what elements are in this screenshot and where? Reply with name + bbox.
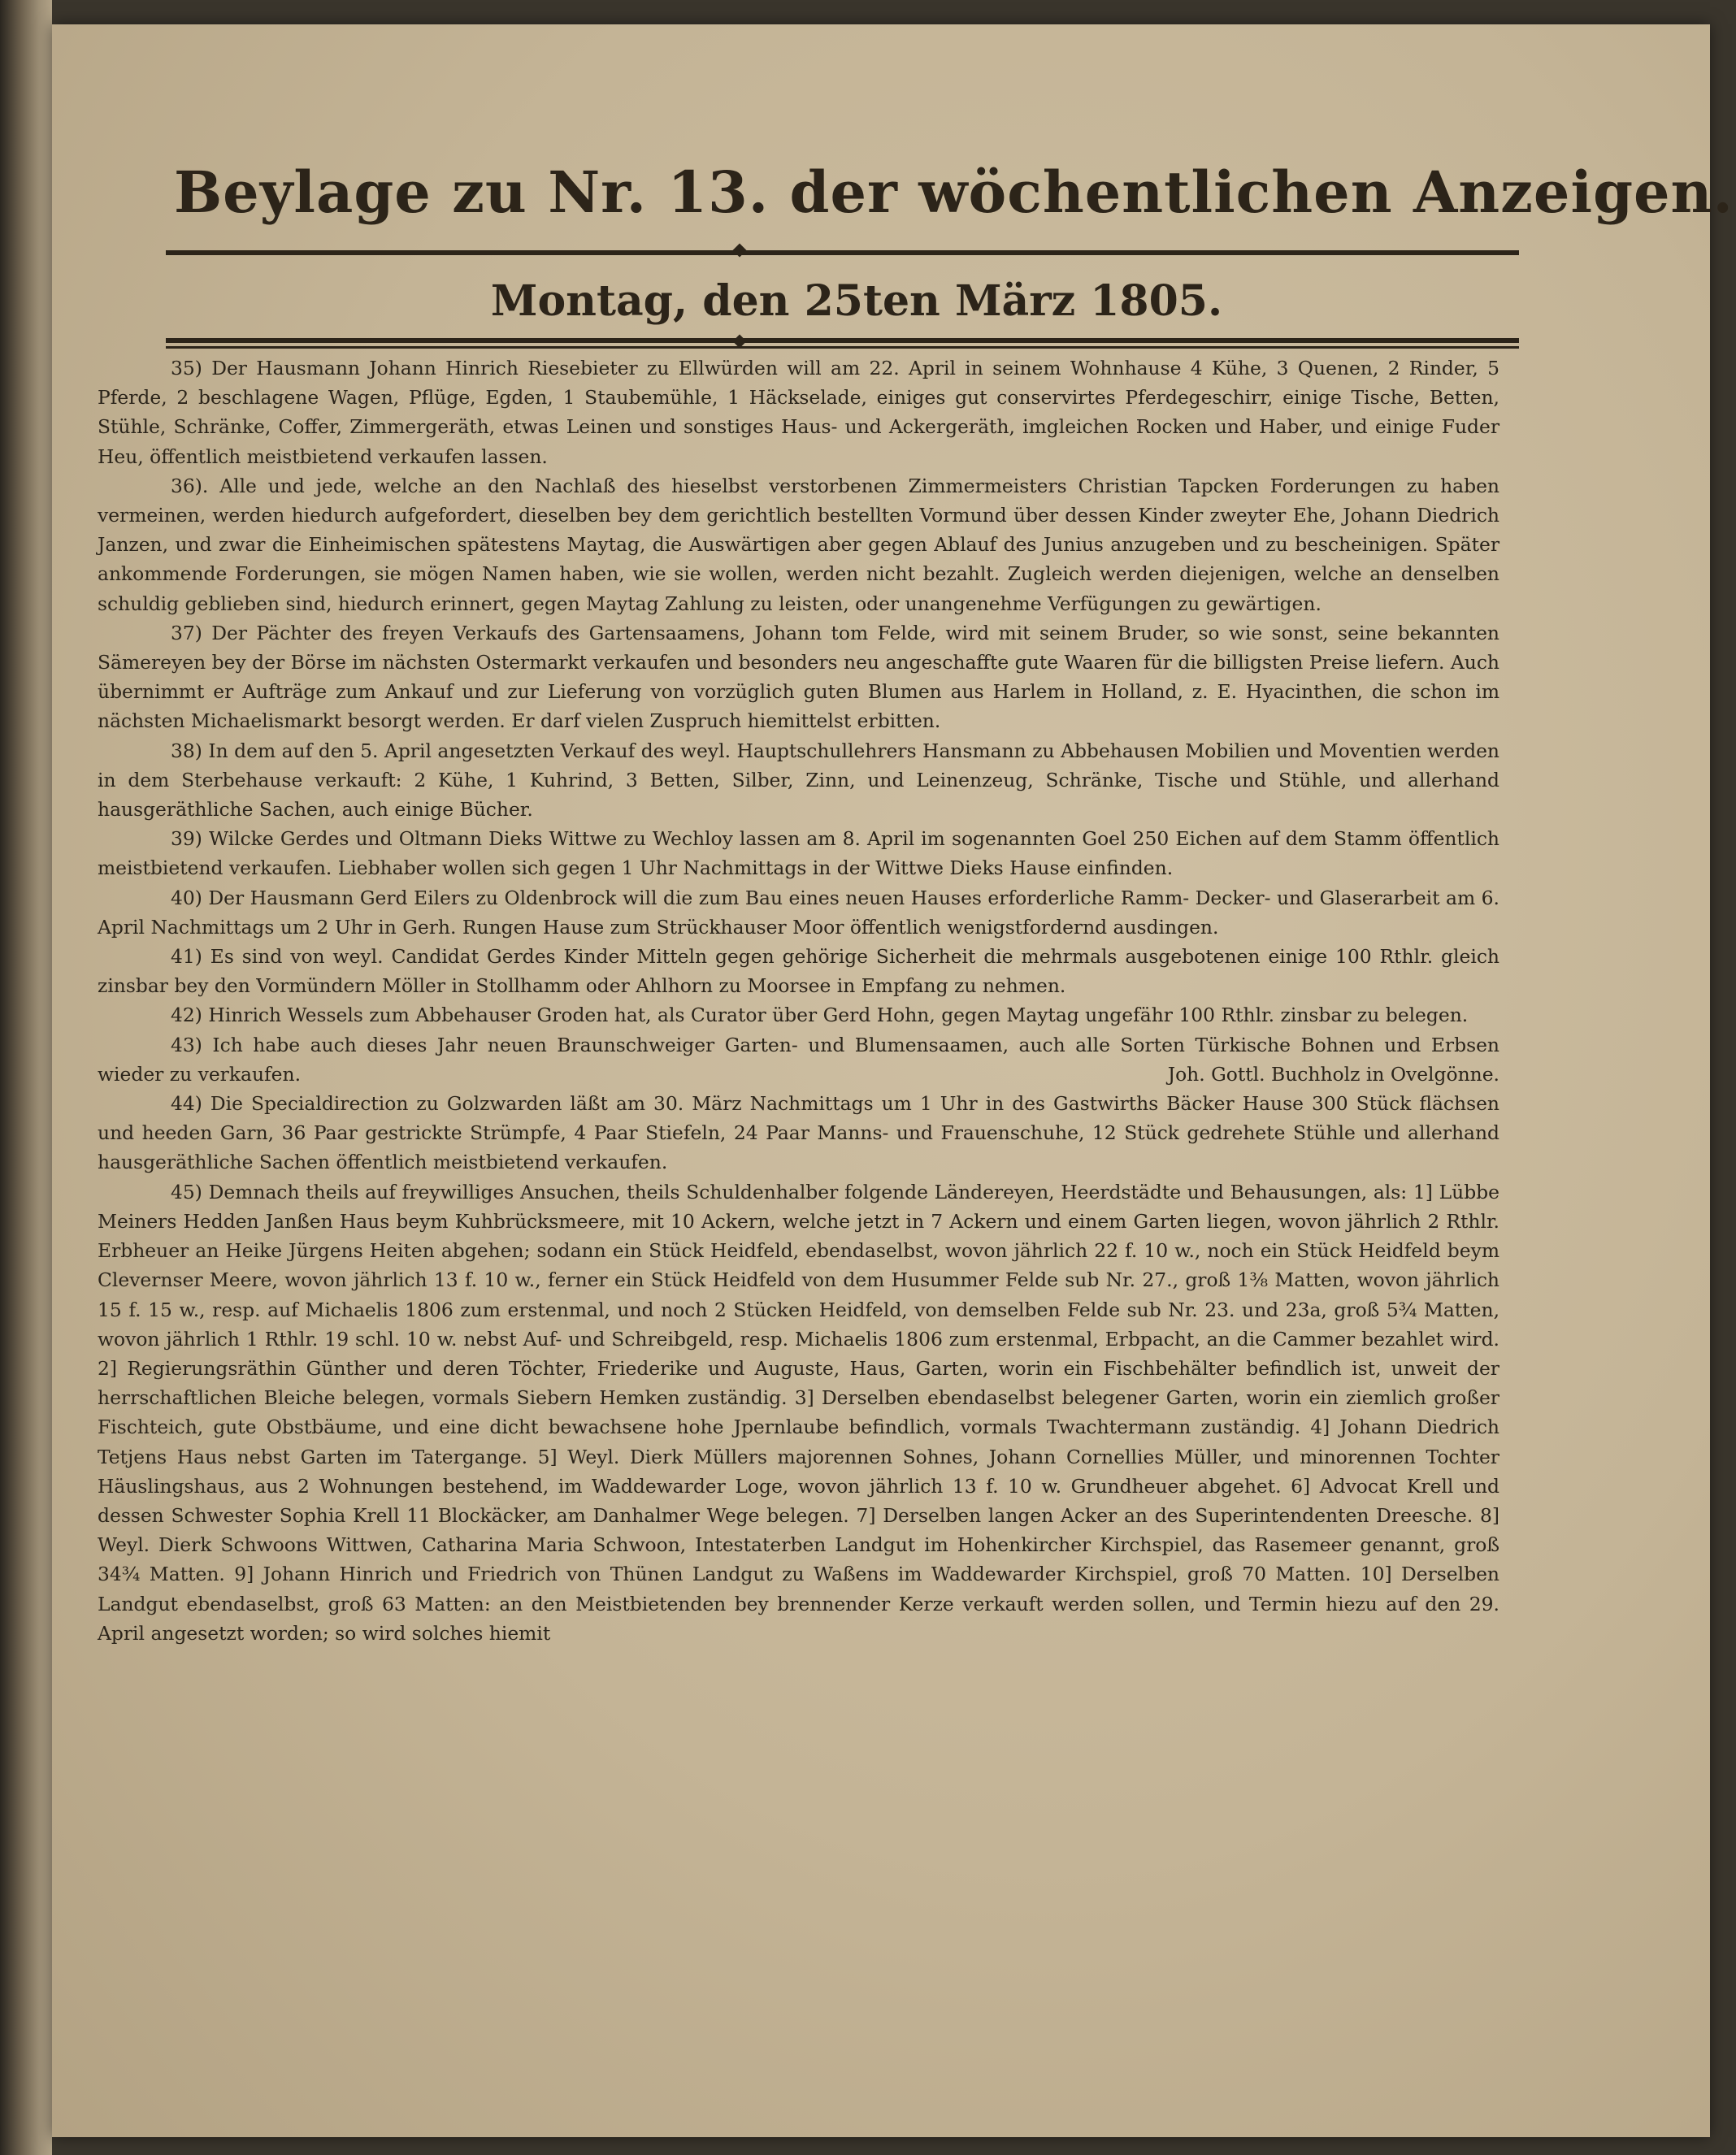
announcements xyxy=(98,353,1499,1648)
announcement-40: 40) Der Hausmann Gerd Eilers zu Oldenbrock will die zum Bau eines neuen Hauses erforderliche Ramm- Decker- und Glaserarbeit am 6. April Nachmittags um 2 Uhr in Gerh. Rungen Hause zum Strückhauser Moor öffentlich wenigstfordernd ausdingen. xyxy=(98,886,1499,939)
announcement-44: 44) Die Specialdirection zu Golzwarden läßt am 30. März Nachmittags um 1 Uhr in des Gastwirths Bäcker Hause 300 Stück flächsen und heeden Garn, 36 Paar gestrickte Strümpfe, 4 Paar Stiefeln, 24 Paar Manns- und Frauenschuhe, 12 Stück gedrehete Stühle und allerhand hausgeräthliche Sachen öffentlich meistbietend verkaufen. xyxy=(98,1092,1499,1174)
bottom-rule xyxy=(166,338,1519,343)
announcement-39: 39) Wilcke Gerdes und Oltmann Dieks Wittwe zu Wechloy lassen am 8. April im sogenannten Goel 250 Eichen auf dem Stamm öffentlich meistbietend verkaufen. Liebhaber wollen sich gegen 1 Uhr Nachmittags in der Wittwe Dieks Hause einfinden. xyxy=(98,827,1499,880)
page-title: Beylage zu Nr. 13. der wöchentlichen Anzeigen. xyxy=(174,158,1734,226)
announcement-45: 45) Demnach theils auf freywilliges Ansuchen, theils Schuldenhalber folgende Ländereyen, Heerdstädte und Behausungen, als: 1] Lübbe Meiners Hedden Janßen Haus beym Kuhbrücksmeere, mit 10 Ackern, welche jetzt in 7 Ackern und einem Garten liegen, wovon jährlich 2 Rthlr. Erbheuer an Heike Jürgens Heiten abgehen; sodann ein Stück Heidfeld, ebendaselbst, wovon jährlich 22 f. 10 w., noch ein Stück Heidfeld beym Clevernser Meere, wovon jährlich 13 f. 10 w., ferner ein Stück Heidfeld von dem Husummer Felde sub Nr. 27., groß 1⅜ Matten, wovon jährlich 15 f. 15 w., resp. auf Michaelis 1806 zum erstenmal, und noch 2 Stücken Heidfeld, von demselben Felde sub Nr. 23. und 23a, groß 5¾ Matten, wovon jährlich 1 Rthlr. 19 schl. 10 w. nebst Auf- und Schreibgeld, resp. Michaelis 1806 zum erstenmal, Erbpacht, an die Cammer bezahlet wird. 2] Regierungsräthin Günther und deren Töchter, Friederike und Auguste, Haus, Garten, worin ein Fischbehälter befindlich ist, unweit der herrschaftlichen Bleiche belegen, vormals Siebern Hemken zuständig. 3] Derselben ebendaselbst belegener Garten, worin ein ziemlich großer Fischteich, gute Obstbäume, und eine dicht bewachsene hohe Jpernlaube befindlich, vormals Twachtermann zuständig. 4] Johann Diedrich Tetjens Haus nebst Garten im Tatergange. 5] Weyl. Dierk Müllers majorennen Sohnes, Johann Cornellies Müller, und minorennen Tochter Häuslingshaus, aus 2 Wohnungen bestehend, im Waddewarder Loge, wovon jährlich 13 f. 10 w. Grundheuer abgehet. 6] Advocat Krell und dessen Schwester Sophia Krell 11 Blockäcker, am Danhalmer Wege belegen. 7] Derselben langen Acker an des Superintendenten Dreesche. 8] Weyl. Dierk Schwoons Wittwen, Catharina Maria Schwoon, Intestaterben Landgut im Hohenkircher Kirchspiel, das Rasemeer genannt, groß 34¾ Matten. 9] Johann Hinrich und Friedrich von Thünen Landgut zu Waßens im Waddewarder Kirchspiel, groß 70 Matten. 10] Derselben Landgut ebendaselbst, groß 63 Matten: an den Meistbietenden bey brennender Kerze verkauft werden sollen, und Termin hiezu auf den 29. April angesetzt worden; so wird solches hiemit xyxy=(98,1180,1499,1645)
top-rule xyxy=(166,250,1519,255)
announcement-38: 38) In dem auf den 5. April angesetzten Verkauf des weyl. Hauptschullehrers Hansmann zu Abbehausen Mobilien und Moventien werden in dem Sterbehause verkauft: 2 Kühe, 1 Kuhrind, 3 Betten, Silber, Zinn, und Leinenzeug, Schränke, Tische und Stühle, und allerhand hausgeräthliche Sachen, auch einige Bücher. xyxy=(98,739,1499,822)
announcement-37: 37) Der Pächter des freyen Verkaufs des Gartensaamens, Johann tom Felde, wird mit seinem Bruder, so wie sonst, seine bekannten Sämereyen bey der Börse im nächsten Ostermarkt verkaufen und besonders neu angeschaffte gute Waaren für die billigsten Preise liefern. Auch übernimmt er Aufträge zum Ankauf und zur Lieferung von vorzüglich guten Blumen aus Harlem in Holland, z. E. Hyacinthen, die schon im nächsten Michaelismarkt besorgt werden. Er darf vielen Zuspruch hiemittelst erbitten. xyxy=(98,621,1499,733)
bottom-rule-thin xyxy=(166,346,1519,349)
book-gutter xyxy=(0,0,52,2155)
announcement-43 xyxy=(98,1030,1499,1089)
announcement-43-signature: Joh. Gottl. Buchholz in Ovelgönne. xyxy=(1167,1062,1499,1086)
announcement-41: 41) Es sind von weyl. Candidat Gerdes Kinder Mitteln gegen gehörige Sicherheit die mehrmals ausgebotenen einige 100 Rthlr. gleich zinsbar bey den Vormündern Möller in Stollhamm oder Ahlhorn zu Moorsee in Empfang zu nehmen. xyxy=(98,945,1499,998)
announcement-42: 42) Hinrich Wessels zum Abbehauser Groden hat, als Curator über Gerd Hohn, gegen Maytag ungefähr 100 Rthlr. zinsbar zu belegen. xyxy=(171,1004,1469,1027)
issue-date: Montag, den 25ten März 1805. xyxy=(490,276,1223,326)
announcement-36: 36). Alle und jede, welche an den Nachlaß des hieselbst verstorbenen Zimmermeisters Christian Tapcken Forderungen zu haben vermeinen, werden hiedurch aufgefordert, dieselben bey dem gerichtlich bestellten Vormund über dessen Kinder zweyter Ehe, Johann Diedrich Janzen, und zwar die Einheimischen spätestens Maytag, die Auswärtigen aber gegen Ablauf des Junius anzugeben und zu bescheinigen. Später ankommende Forderungen, sie mögen Namen haben, wie sie wollen, werden nicht bezahlt. Zugleich werden diejenigen, welche an denselben schuldig geblieben sind, hiedurch erinnert, gegen Maytag Zahlung zu leisten, oder unangenehme Verfügungen zu gewärtigen. xyxy=(98,474,1499,615)
announcement-43-text: 43) Ich habe auch dieses Jahr neuen Braunschweiger Garten- und Blumensaamen, auch alle Sorten Türkische Bohnen und Erbsen wieder zu verkaufen. xyxy=(98,1033,1499,1086)
announcement-35: 35) Der Hausmann Johann Hinrich Riesebieter zu Ellwürden will am 22. April in seinem Wohnhause 4 Kühe, 3 Quenen, 2 Rinder, 5 Pferde, 2 beschlagene Wagen, Pflüge, Egden, 1 Staubemühle, 1 Häckselade, einiges gut conservirtes Pferdegeschirr, einige Tische, Betten, Stühle, Schränke, Coffer, Zimmergeräth, etwas Leinen und sonstiges Haus- und Ackergeräth, imgleichen Rocken und Haber, und einige Fuder Heu, öffentlich meistbietend verkaufen lassen. xyxy=(98,357,1499,468)
newspaper-page xyxy=(52,24,1734,2137)
